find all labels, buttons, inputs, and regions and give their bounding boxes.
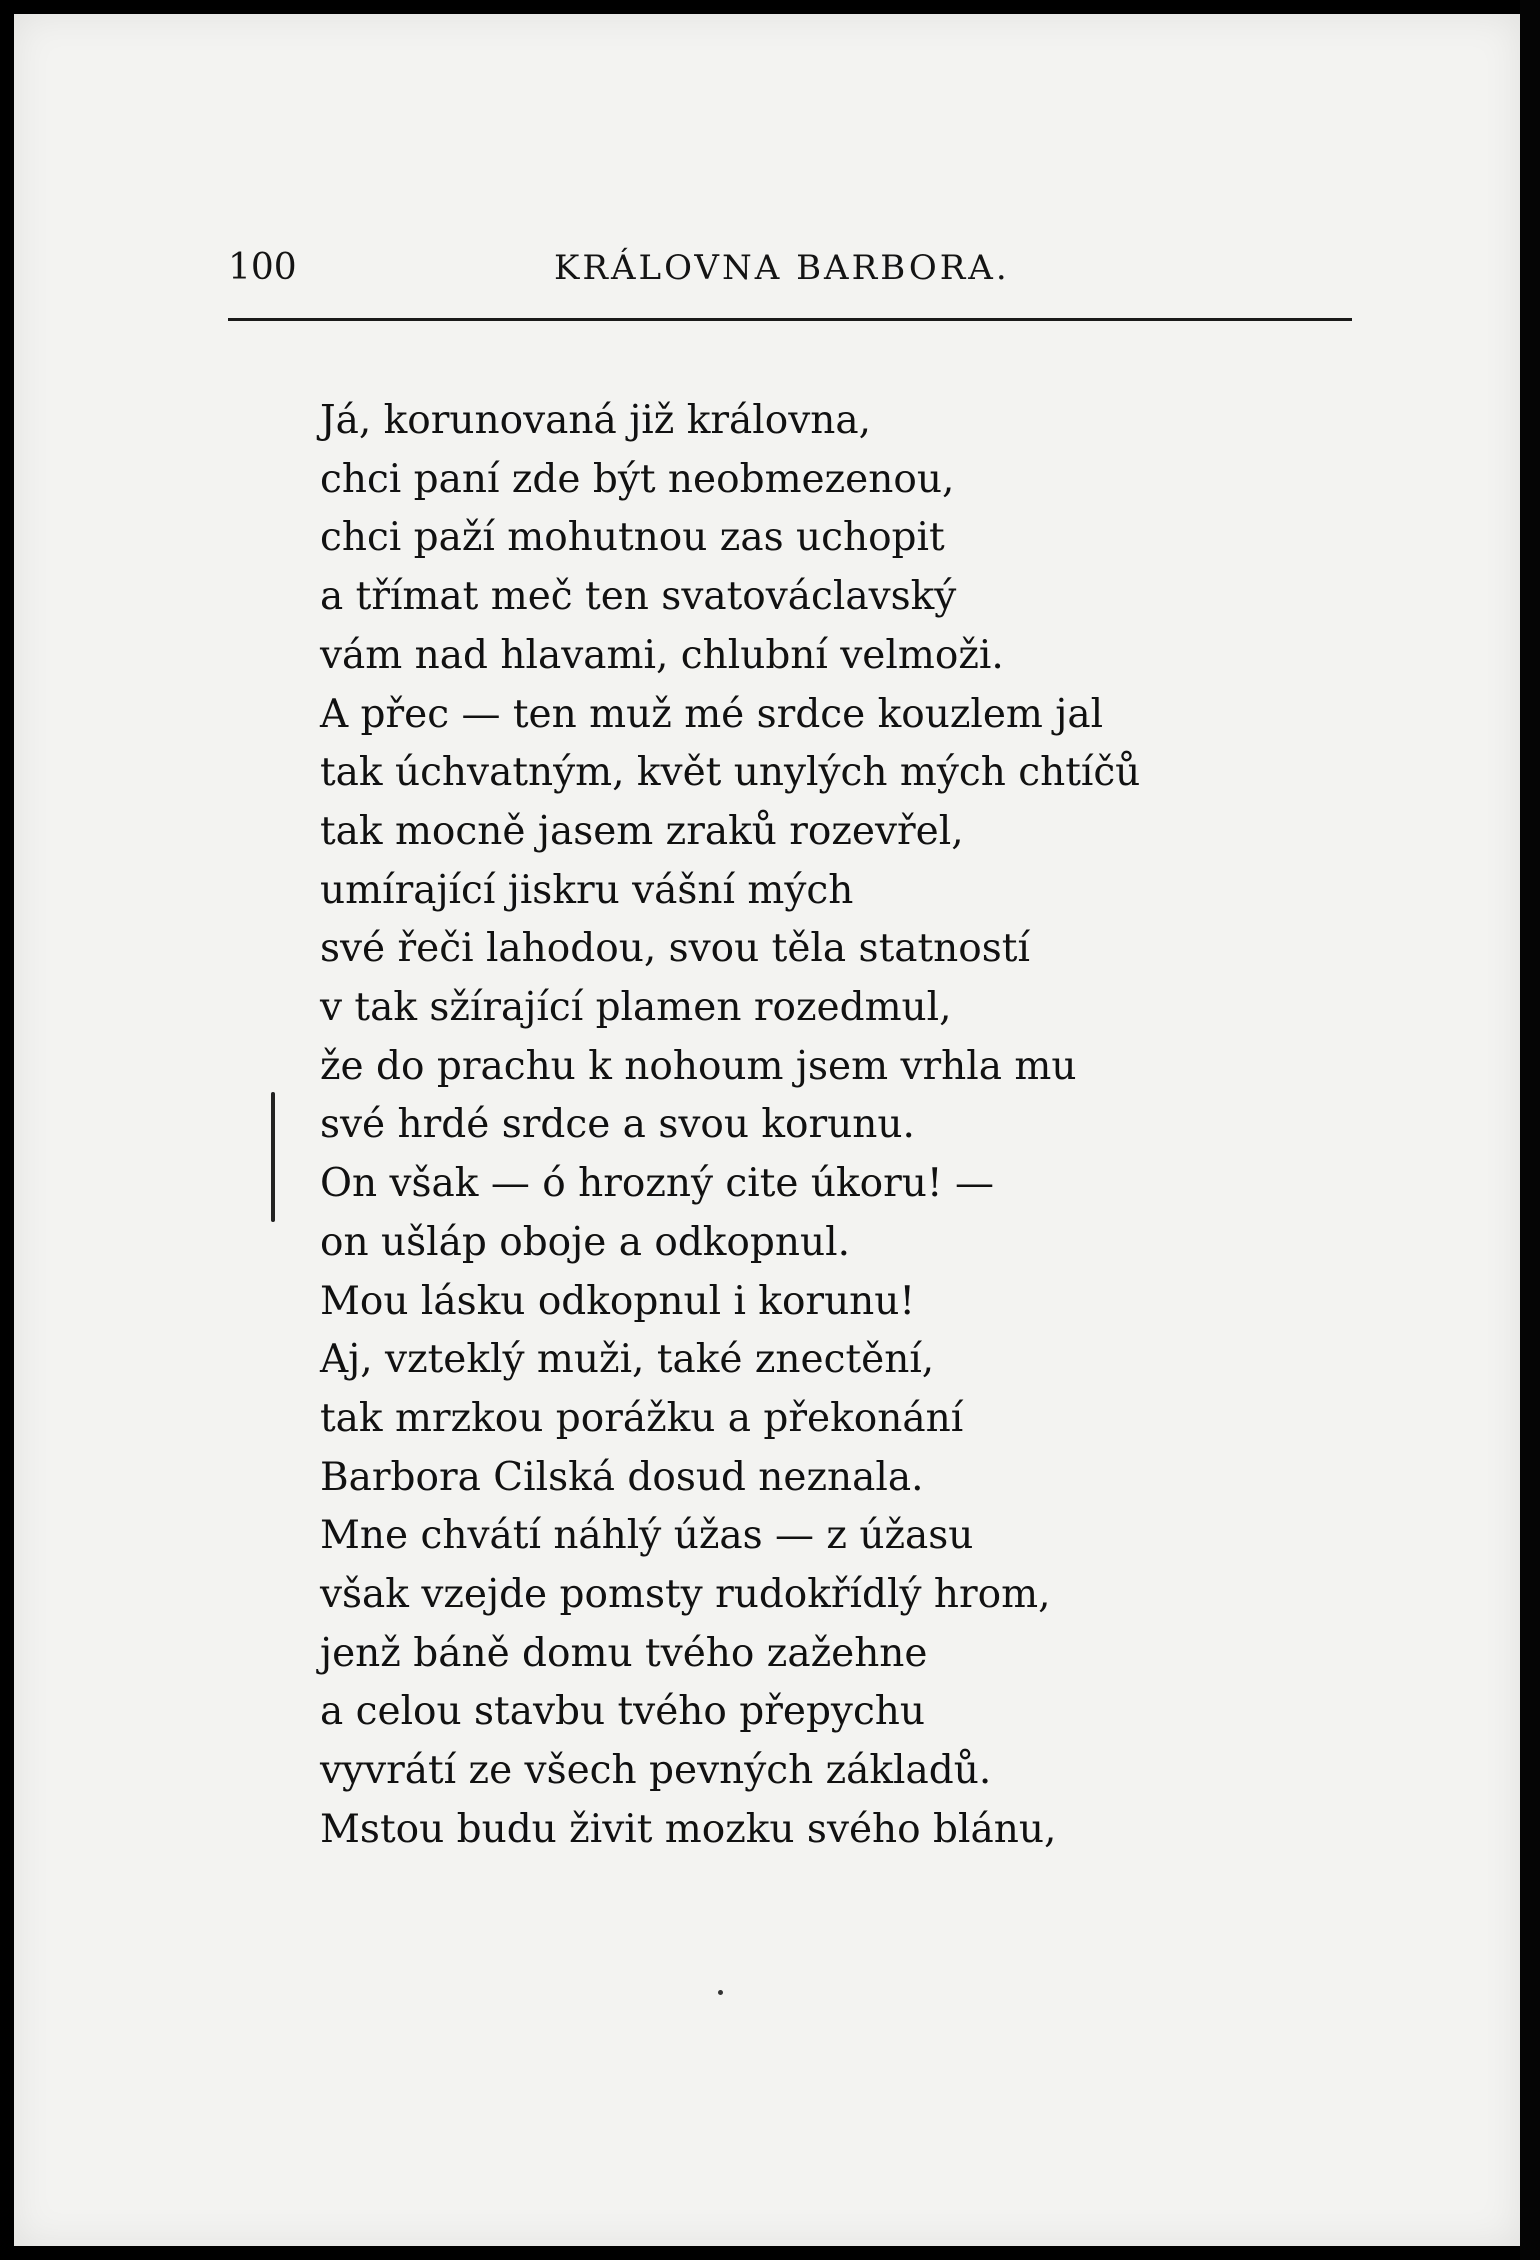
verse-line: vyvrátí ze všech pevných základů.: [320, 1748, 992, 1794]
verse-line: umírající jiskru vášní mých: [320, 867, 854, 913]
verse-line: Mstou budu živit mozku svého blánu,: [320, 1806, 1057, 1852]
verse-line: vám nad hlavami, chlubní velmoži.: [320, 632, 1004, 678]
verse-block: [320, 392, 1320, 1860]
verse-line: chci paží mohutnou zas uchopit: [320, 515, 945, 561]
verse-line: Aj, vzteklý muži, také znectění,: [320, 1337, 935, 1383]
verse-line: že do prachu k nohoum jsem vrhla mu: [320, 1043, 1077, 1089]
running-header: [228, 244, 1352, 304]
verse-line: A přec — ten muž mé srdce kouzlem jal: [320, 691, 1104, 737]
verse-line: On však — ó hrozný cite úkoru! —: [320, 1161, 994, 1207]
verse-line: tak mrzkou porážku a překonání: [320, 1395, 964, 1441]
verse-line: tak mocně jasem zraků rozevřel,: [320, 808, 964, 854]
verse-line: své hrdé srdce a svou korunu.: [320, 1102, 915, 1148]
verse-line: chci paní zde být neobmezenou,: [320, 456, 955, 502]
verse-line: v tak sžírající plamen rozedmul,: [320, 985, 952, 1031]
verse-line: tak úchvatným, květ unylých mých chtíčů: [320, 750, 1141, 796]
margin-mark: [271, 1092, 275, 1222]
scan-edge: [1520, 0, 1540, 2260]
verse-line: Mou lásku odkopnul i korunu!: [320, 1278, 916, 1324]
verse-line: on ušláp oboje a odkopnul.: [320, 1219, 850, 1265]
verse-line: Já, korunovaná již královna,: [320, 398, 871, 443]
verse-line: a celou stavbu tvého přepychu: [320, 1689, 926, 1735]
running-title: KRÁLOVNA BARBORA.: [554, 248, 1010, 288]
verse-line: své řeči lahodou, svou těla statností: [320, 926, 1030, 972]
header-rule: [228, 318, 1352, 321]
verse-line: však vzejde pomsty rudokřídlý hrom,: [320, 1572, 1051, 1618]
page-number: 100: [228, 247, 297, 288]
verse-line: Mne chvátí náhlý úžas — z úžasu: [320, 1513, 974, 1559]
verse-line: Barbora Cilská dosud neznala.: [320, 1454, 924, 1500]
verse-line: a třímat meč ten svatováclavský: [320, 574, 957, 620]
verse-line: jenž báně domu tvého zažehne: [320, 1630, 928, 1676]
ink-speck: [718, 1990, 723, 1995]
